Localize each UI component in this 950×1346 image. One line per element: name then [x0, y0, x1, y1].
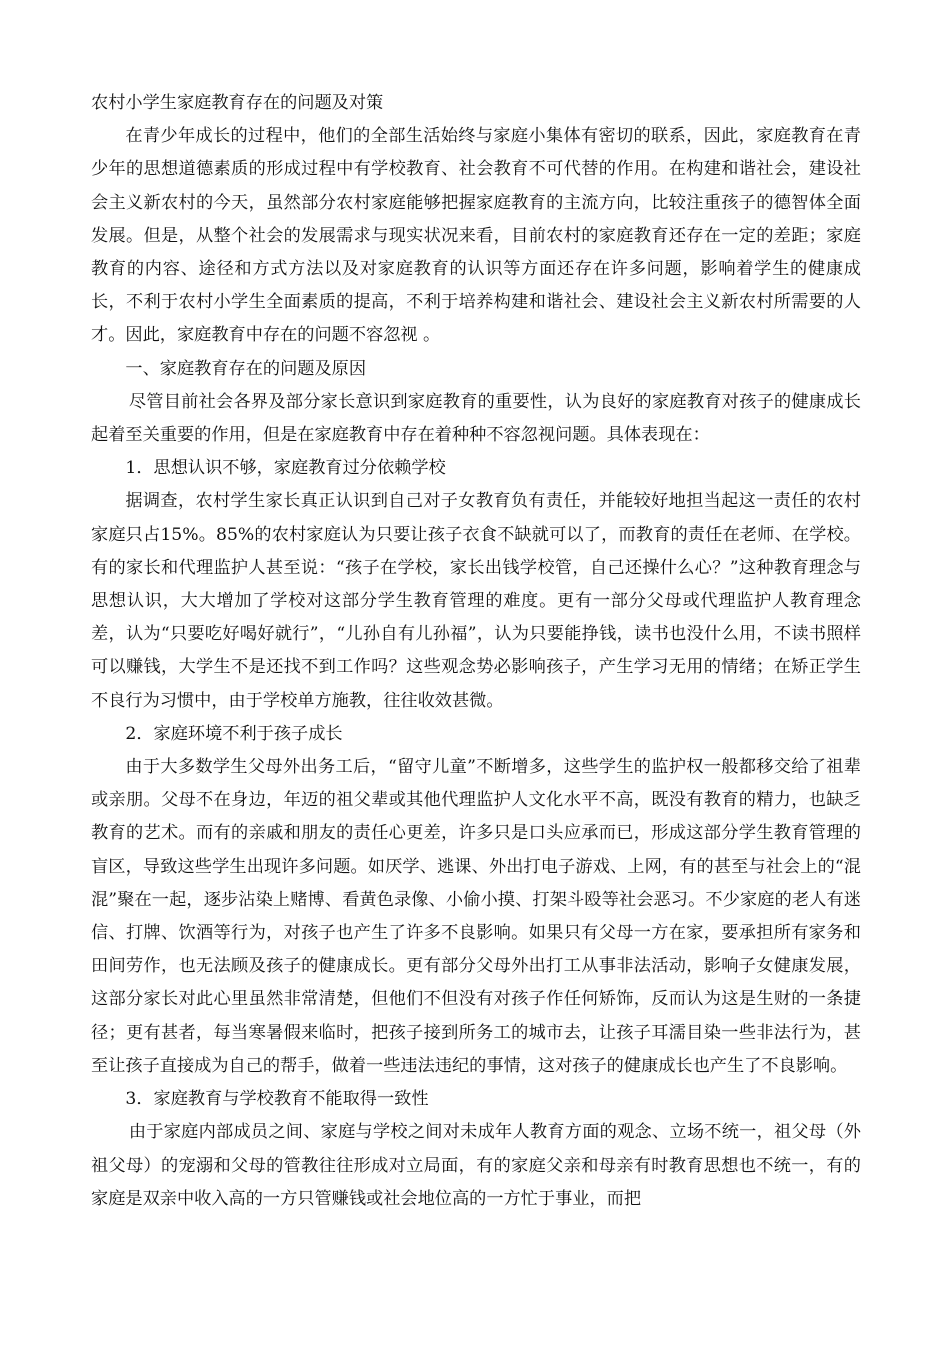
section-intro-paragraph: 尽管目前社会各界及部分家长意识到家庭教育的重要性，认为良好的家庭教育对孩子的健康成长起着至关重要的作用，但是在家庭教育中存在着种种不容忽视问题。具体表现在： — [91, 391, 861, 446]
point-2-paragraph: 由于大多数学生父母外出务工后，“留守儿童”不断增多，这些学生的监护权一般都移交给了祖辈或亲朋。父母不在身边，年迈的祖父辈或其他代理监护人文化水平不高，既没有教育的精力，也缺乏教育的艺术。而有的亲戚和朋友的责任心更差，许多只是口头应承而已，形成这部分学生教育管理的盲区，导致这些学生出现许多问题。如厌学、逃课、外出打电子游戏、上网，有的甚至与社会上的“混混”聚在一起，逐步沾染上赌博、看黄色录像、小偷小摸、打架斗殴等社会恶习。不少家庭的老人有迷信、打牌、饮酒等行为，对孩子也产生了许多不良影响。如果只有父母一方在家，要承担所有家务和田间劳作，也无法顾及孩子的健康成长。更有部分父母外出打工从事非法活动，影响子女健康发展，这部分家长对此心里虽然非常清楚，但他们不但没有对孩子作任何矫饰，反而认为这是生财的一条捷径；更有甚者，每当寒暑假来临时，把孩子接到所务工的城市去，让孩子耳濡目染一些非法行为，甚至让孩子直接成为自己的帮手，做着一些违法违纪的事情，这对孩子的健康成长也产生了不良影响。 — [91, 757, 861, 1076]
point-1-heading: 1．思想认识不够，家庭教育过分依赖学校 — [125, 458, 446, 479]
point-3-paragraph: 由于家庭内部成员之间、家庭与学校之间对未成年人教育方面的观念、立场不统一，祖父母（外祖父母）的宠溺和父母的管教往往形成对立局面，有的家庭父亲和母亲有时教育思想也不统一，有的家庭是双亲中收入高的一方只管赚钱或社会地位高的一方忙于事业，而把 — [91, 1122, 861, 1209]
intro-paragraph: 在青少年成长的过程中，他们的全部生活始终与家庭小集体有密切的联系，因此，家庭教育在青少年的思想道德素质的形成过程中有学校教育、社会教育不可代替的作用。在构建和谐社会，建设社会主义新农村的今天，虽然部分农村家庭能够把握家庭教育的主流方向，比较注重孩子的德智体全面发展。但是，从整个社会的发展需求与现实状况来看，目前农村的家庭教育还存在一定的差距；家庭教育的内容、途径和方式方法以及对家庭教育的认识等方面还存在许多问题，影响着学生的健康成长，不利于农村小学生全面素质的提高，不利于培养构建和谐社会、建设社会主义新农村所需要的人才。因此，家庭教育中存在的问题不容忽视 。 — [91, 126, 861, 346]
point-2-heading: 2．家庭环境不利于孩子成长 — [125, 723, 343, 744]
document-title: 农村小学生家庭教育存在的问题及对策 — [91, 93, 384, 113]
section-heading: 一、家庭教育存在的问题及原因 — [125, 358, 367, 379]
point-3-heading: 3．家庭教育与学校教育不能取得一致性 — [125, 1089, 429, 1110]
document-page — [91, 87, 861, 1216]
point-1-paragraph: 据调查，农村学生家长真正认识到自己对子女教育负有责任，并能较好地担当起这一责任的农村家庭只占15%。85%的农村家庭认为只要让孩子衣食不缺就可以了，而教育的责任在老师、在学校。有的家长和代理监护人甚至说：“孩子在学校，家长出钱学校管，自己还操什么心？”这种教育理念与思想认识，大大增加了学校对这部分学生教育管理的难度。更有一部分父母或代理监护人教育理念差，认为“只要吃好喝好就行”，“儿孙自有儿孙福”，认为只要能挣钱，读书也没什么用，不读书照样可以赚钱，大学生不是还找不到工作吗？这些观念势必影响孩子，产生学习无用的情绪；在矫正学生不良行为习惯中，由于学校单方施教，往往收效甚微。 — [91, 491, 861, 711]
